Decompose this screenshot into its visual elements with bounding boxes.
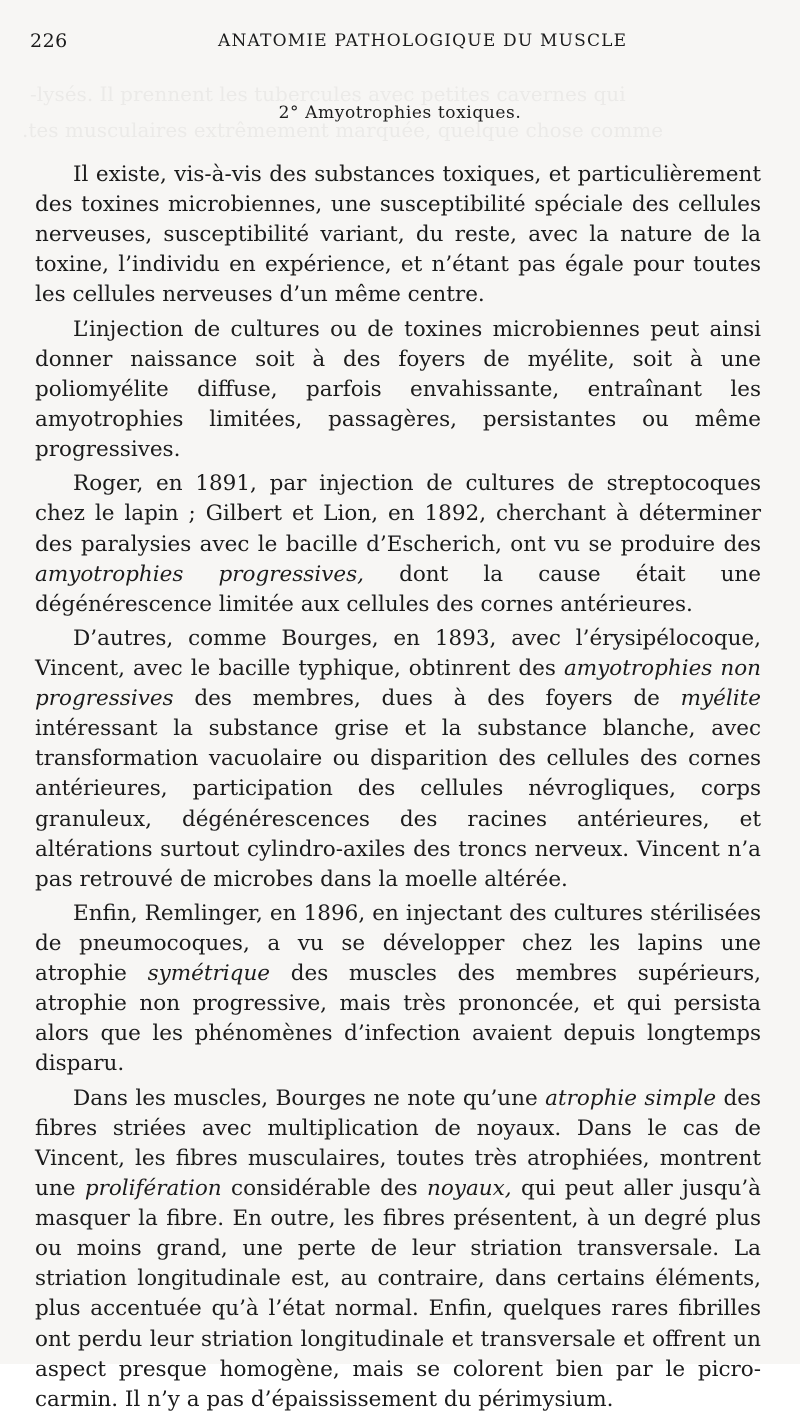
bleed-through-text: .tes musculaires extrêmement marquée, quelque chose comme [22, 118, 664, 142]
section-title: 2° Amyotrophies toxiques. [278, 103, 522, 123]
italic-text-segment: amyotrophies progressives, [35, 561, 364, 587]
italic-text-segment: amyotrophies non progressives [35, 656, 761, 712]
paragraph [35, 160, 761, 310]
running-title: ANATOMIE PATHOLOGIQUE DU MUSCLE [218, 31, 628, 51]
italic-text-segment: myélite [680, 686, 761, 712]
text-segment: D’autres, comme Bourges, en 1893, avec l’érysipélocoque, Vincent, avec le bacille typhique, obtinrent des [35, 625, 761, 682]
italic-text-segment: noyaux, [427, 1176, 512, 1202]
paragraph [35, 1084, 761, 1415]
paragraph [35, 469, 761, 619]
italic-text-segment: prolifération [84, 1176, 222, 1202]
page-number: 226 [30, 30, 68, 52]
text-segment: des fibres striées avec multiplication de noyaux. Dans le cas de Vincent, les fibres musculaires, toutes très atrophiées, montrent une [35, 1085, 761, 1202]
text-segment: L’injection de cultures ou de toxines microbiennes peut ainsi donner naissance soit à des foyers de myélite, soit à une poliomyélite diffuse, parfois envahissante, entraînant les amyotrophies limitées, passagères, persistantes ou même progressives. [35, 316, 761, 463]
page-header [30, 30, 770, 58]
italic-text-segment: symétrique [147, 961, 271, 987]
text-segment: dont la cause était une dégénérescence limitée aux cellules des cornes antérieures. [35, 561, 761, 617]
text-segment: Enfin, Remlinger, en 1896, en injectant des cultures stérilisées de pneumocoques, a vu se développer chez les lapins une atrophie [35, 901, 761, 987]
body-text [35, 160, 761, 1415]
text-segment: Roger, en 1891, par injection de cultures de streptocoques chez le lapin ; Gilbert et Lion, en 1892, cherchant à déterminer des paralysies avec le bacille d’Escherich, ont vu se produire des [35, 471, 761, 557]
text-segment: considérable des [221, 1176, 428, 1202]
text-segment: Il existe, vis-à-vis des substances toxiques, et particulièrement des toxines microbiennes, une susceptibilité spéciale des cellules nerveuses, susceptibilité variant, du reste, avec la nature de la toxine, l’individu en expérience, et n’étant pas égale pour toutes les cellules nerveuses d’un même centre. [35, 162, 761, 308]
paragraph [35, 899, 761, 1080]
italic-text-segment: atrophie simple [545, 1085, 717, 1111]
text-segment: des membres, dues à des foyers de [173, 686, 681, 712]
paragraph [35, 624, 761, 895]
text-segment: des muscles des membres supérieurs, atrophie non progressive, mais très prononcée, et qui persista alors que les phénomènes d’infection avaient depuis longtemps disparu. [35, 961, 761, 1077]
text-segment: qui peut aller jusqu’à masquer la fibre. En outre, les fibres présentent, à un degré plus ou moins grand, une perte de leur striation transversale. La striation longitudinale est, au contraire, dans certains éléments, plus accentuée qu’à l’état normal. Enfin, quelques rares fibrilles ont perdu leur striation longitudinale et transversale et offrent un aspect presque homogène, mais se colorent bien par le picro-carmin. Il n’y a pas d’épaississement du périmysium. [35, 1176, 761, 1412]
text-segment: intéressant la substance grise et la substance blanche, avec transformation vacuolaire ou disparition des cellules des cornes antérieures, participation des cellules névrogliques, corps granuleux, dégénérescences des racines antérieures, et altérations surtout cylindro-axiles des troncs nerveux. Vincent n’a pas retrouvé de microbes dans la moelle altérée. [35, 716, 761, 892]
paragraph [35, 315, 761, 465]
bleed-through-text: -lysés. Il prennent les tubercules avec petites cavernes qui [30, 82, 626, 106]
text-segment: Dans les muscles, Bourges ne note qu’une [73, 1085, 546, 1111]
